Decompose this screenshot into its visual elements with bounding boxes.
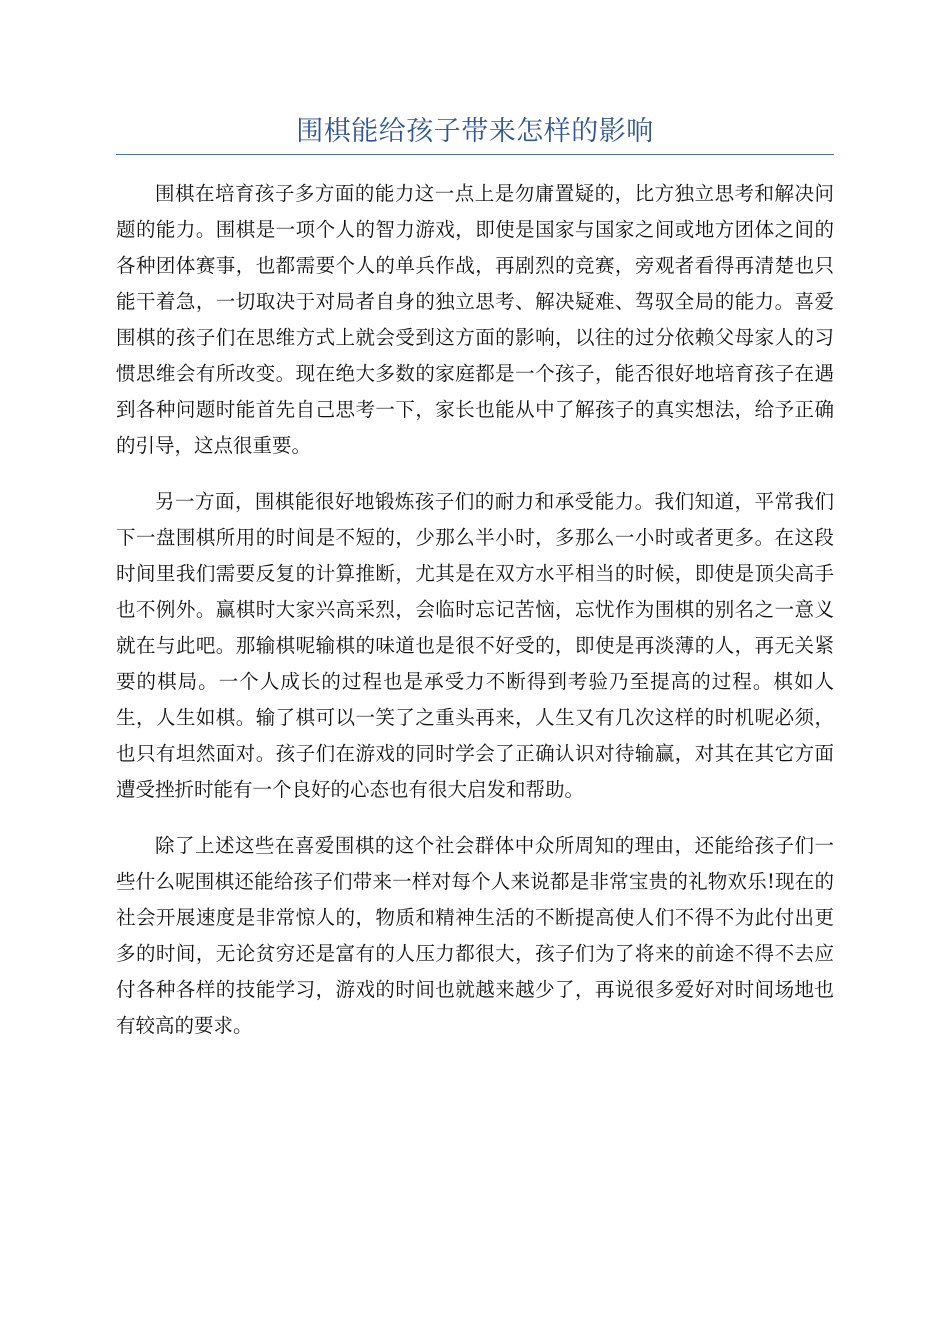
document-title: 围棋能给孩子带来怎样的影响 xyxy=(296,116,654,147)
title-underline xyxy=(116,154,834,155)
document-body xyxy=(116,176,834,1064)
paragraph-3: 除了上述这些在喜爱围棋的这个社会群体中众所周知的理由，还能给孩子们一些什么呢围棋还能给孩子们带来一样对每个人来说都是非常宝贵的礼物欢乐!现在的社会开展速度是非常惊人的，物质和精神生活的不断提高使人们不得不为此付出更多的时间，无论贫穷还是富有的人压力都很大，孩子们为了将来的前途不得不去应付各种各样的技能学习，游戏的时间也就越来越少了，再说很多爱好对时间场地也有较高的要求。 xyxy=(116,834,834,1037)
paragraph-1: 围棋在培育孩子多方面的能力这一点上是勿庸置疑的，比方独立思考和解决问题的能力。围棋是一项个人的智力游戏，即使是国家与国家之间或地方团体之间的各种团体赛事，也都需要个人的单兵作战，再剧烈的竞赛，旁观者看得再清楚也只能干着急，一切取决于对局者自身的独立思考、解决疑难、驾驭全局的能力。喜爱围棋的孩子们在思维方式上就会受到这方面的影响，以往的过分依赖父母家人的习惯思维会有所改变。现在绝大多数的家庭都是一个孩子，能否很好地培育孩子在遇到各种问题时能首先自己思考一下，家长也能从中了解孩子的真实想法，给予正确的引导，这点很重要。 xyxy=(116,182,834,457)
paragraph-2: 另一方面，围棋能很好地锻炼孩子们的耐力和承受能力。我们知道，平常我们下一盘围棋所用的时间是不短的，少那么半小时，多那么一小时或者更多。在这段时间里我们需要反复的计算推断，尤其是在双方水平相当的时候，即使是顶尖高手也不例外。赢棋时大家兴高采烈，会临时忘记苦恼，忘忧作为围棋的别名之一意义就在与此吧。那输棋呢输棋的味道也是很不好受的，即使是再淡薄的人，再无关紧要的棋局。一个人成长的过程也是承受力不断得到考验乃至提高的过程。棋如人生，人生如棋。输了棋可以一笑了之重头再来，人生又有几次这样的时机呢必须，也只有坦然面对。孩子们在游戏的同时学会了正确认识对待输赢，对其在其它方面遭受挫折时能有一个良好的心态也有很大启发和帮助。 xyxy=(116,490,834,801)
